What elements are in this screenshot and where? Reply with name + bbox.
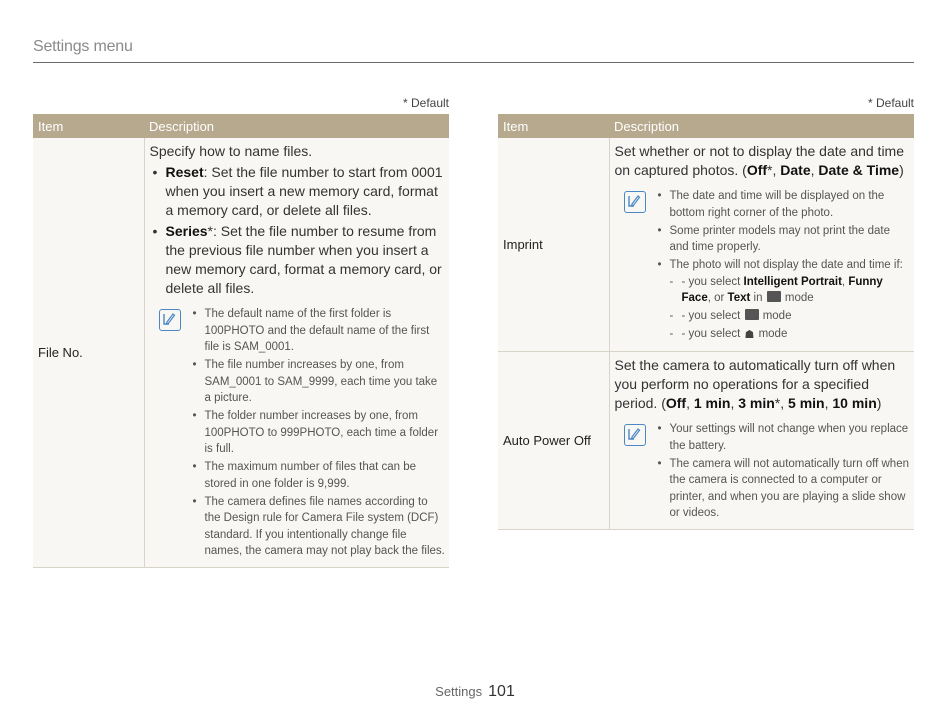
option-name: Reset: [165, 164, 204, 180]
option-name: Series: [165, 223, 208, 239]
item-imprint: Imprint: [498, 138, 609, 352]
option-date: Date: [780, 162, 811, 178]
scene-mode-icon: [767, 291, 781, 302]
column-header-item: Item: [33, 114, 144, 138]
smart-mode-icon: ☗: [744, 329, 755, 341]
lead-text: Set whether or not to display the date and time on captured photos. (: [614, 143, 905, 178]
sub-text: mode: [759, 310, 792, 322]
note-item: • Some printer models may not print the date and time properly.: [658, 223, 911, 256]
note-icon: [159, 309, 181, 331]
option-item: [150, 222, 446, 298]
default-note: * Default: [402, 96, 449, 110]
lead-close: ): [899, 162, 904, 178]
description-lead: Specify how to name files.: [149, 143, 313, 159]
note-item: • The date and time will be displayed on the bottom right corner of the photo.: [658, 188, 911, 221]
default-marker: *: [207, 223, 213, 239]
sub-text: mode: [781, 292, 814, 304]
table-row: [498, 138, 914, 352]
sub-item: - - you select Intelligent Portrait, Funny Face, or Text in mode: [670, 274, 911, 307]
note-icon: [624, 424, 646, 446]
sub-item: - - you select mode: [670, 308, 911, 325]
page-header: [33, 38, 914, 63]
sub-text: you select: [688, 328, 744, 340]
option-1-min: 1 min: [693, 395, 731, 411]
note-item: • The default name of the first folder is 100PHOTO and the default name of the first file is SAM_0001.: [193, 306, 446, 356]
sub-text: you select: [688, 310, 744, 322]
column-header-description: Description: [609, 114, 914, 138]
option-5-min: 5 min: [788, 395, 825, 411]
note-item: • The maximum number of files that can be stored in one folder is 9,999.: [193, 459, 446, 492]
page-number: 101: [488, 683, 515, 700]
note-list: [658, 188, 911, 345]
default-note: * Default: [867, 96, 914, 110]
right-table-section: [498, 96, 914, 530]
table-row: [33, 138, 449, 568]
note-item: • Your settings will not change when you replace the battery.: [658, 421, 911, 454]
option-3-min: 3 min: [738, 395, 775, 411]
note-list: [193, 306, 446, 561]
description-cell: [609, 352, 914, 530]
item-file-no: File No.: [33, 138, 144, 568]
separator: ,: [730, 395, 739, 411]
sub-text: you select: [688, 275, 744, 288]
column-header-description: Description: [144, 114, 449, 138]
left-table-section: [33, 96, 449, 568]
option-item: [150, 163, 446, 220]
separator: ,: [841, 275, 849, 288]
column-header-item: Item: [498, 114, 609, 138]
lead-text: Set the camera to automatically turn off when you perform no operations for a specified period. (: [614, 357, 896, 411]
settings-table-left: [33, 114, 449, 568]
mode-funny-face: Funny Face: [681, 275, 883, 304]
option-off: Off: [746, 162, 768, 178]
section-title: Settings menu: [33, 38, 133, 55]
sub-text: in: [750, 292, 766, 304]
note-icon: [624, 191, 646, 213]
note-block: [615, 421, 911, 523]
separator: ,: [686, 395, 694, 411]
default-marker: *: [767, 162, 773, 178]
page-footer: [0, 683, 950, 701]
table-header-row: [498, 114, 914, 138]
sub-list: [670, 274, 911, 344]
description-cell: [144, 138, 449, 568]
separator: ,: [772, 162, 781, 178]
note-text: The photo will not display the date and time if:: [669, 259, 903, 271]
option-text: : Set the file number to start from 0001 when you insert a new memory card, format a memory card, or delete all files.: [165, 164, 443, 218]
table-header-row: [33, 114, 449, 138]
item-auto-power-off: Auto Power Off: [498, 352, 609, 530]
table-row: [498, 352, 914, 530]
lead-close: ): [876, 395, 882, 411]
sub-text: mode: [755, 328, 788, 340]
sub-text: , or: [707, 292, 728, 304]
settings-table-right: [498, 114, 914, 530]
note-item: • The folder number increases by one, from 100PHOTO to 999PHOTO, each time a folder is full.: [193, 408, 446, 458]
description-lead: [615, 142, 911, 180]
note-item: [658, 257, 911, 344]
mode-intelligent-portrait: Intelligent Portrait: [743, 275, 842, 288]
separator: ,: [780, 395, 789, 411]
option-10-min: 10 min: [832, 395, 877, 411]
separator: ,: [824, 395, 833, 411]
description-lead: [615, 356, 911, 413]
description-cell: [609, 138, 914, 352]
separator: ,: [810, 162, 819, 178]
note-block: [150, 306, 446, 561]
option-off: Off: [665, 395, 687, 411]
option-list: [150, 163, 446, 298]
default-marker: *: [774, 395, 781, 411]
footer-label: Settings: [435, 684, 483, 699]
note-item: • The camera defines file names according to the Design rule for Camera File system (DCF) standard. If you intentionally change file names, the camera may not play back the files.: [193, 494, 446, 560]
note-item: • The file number increases by one, from SAM_0001 to SAM_9999, each time you take a picture.: [193, 357, 446, 407]
sub-item: - - you select ☗ mode: [670, 326, 911, 344]
panorama-mode-icon: [745, 309, 759, 320]
mode-text: Text: [727, 292, 751, 304]
note-list: [658, 421, 911, 523]
note-item: • The camera will not automatically turn off when the camera is connected to a computer or printer, and when you are playing a slide show or videos.: [658, 456, 911, 522]
option-text: : Set the file number to resume from the previous file number when you insert a new memory card, format a memory card, or delete all files.: [165, 223, 442, 296]
option-date-time: Date & Time: [818, 162, 900, 178]
note-block: [615, 188, 911, 345]
